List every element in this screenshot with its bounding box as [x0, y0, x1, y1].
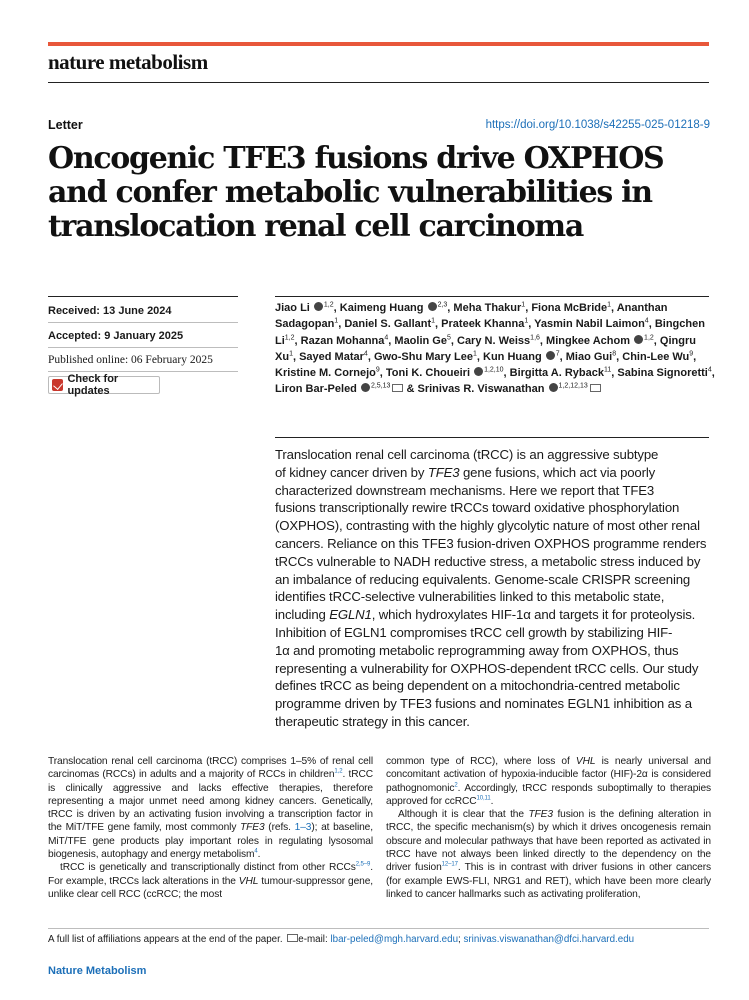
article-type: Letter: [48, 118, 83, 132]
author-name[interactable]: Fiona McBride$^1$: [531, 301, 612, 314]
title-line: translocation renal cell carcinoma: [48, 209, 583, 244]
author-name[interactable]: Maolin Ge$^5$: [394, 333, 451, 347]
body-column-right: [386, 755, 711, 901]
journal-logo: nature metabolism: [48, 50, 208, 74]
abstract: [275, 446, 715, 731]
author-name[interactable]: Liron Bar-Peled $^{2,5,13}$: [275, 383, 403, 395]
abstract-divider-top: [275, 437, 709, 438]
accepted-date: Accepted: 9 January 2025: [48, 330, 184, 342]
author-name[interactable]: Chin-Lee Wu$^9$: [622, 350, 694, 363]
dates-divider-top: [48, 296, 238, 297]
body-paragraph: Although it is clear that the TFE3 fusion is the defining alteration in tRCC, the specific mechanism(s) by which it drives oncogenesis remain obscure and molecular pathways that have been reported as activated in tRCC have not always been linked directly to the dependency on the driver fusion$^{12-17}$. This is in contrast with driver fusions in other cancers (for example EWS-FLI, NRG1 and RET), which have been more clearly linked to cancer hallmarks such as activating proliferation,: [386, 809, 712, 900]
check-for-updates-button[interactable]: [48, 373, 160, 397]
author-name[interactable]: Razan Mohanna$^4$: [300, 333, 389, 347]
author-name[interactable]: Gwo-Shu Mary Lee$^1$: [373, 350, 477, 363]
email-link-bar-peled[interactable]: lbar-peled@mgh.harvard.edu: [330, 934, 459, 945]
divider: [48, 322, 238, 323]
body-paragraph: tRCC is genetically and transcriptionally distinct from other RCCs$^{2,5-9}$. For example, tRCCs lack alterations in the VHL tumour-suppressor gene, unlike clear cell RCC (ccRCC; the most: [48, 861, 373, 900]
author-name[interactable]: Miao Gui$^8$: [565, 350, 617, 363]
author-name[interactable]: Srinivas R. Viswanathan $^{1,2,12,13}$: [418, 383, 601, 395]
author-name[interactable]: Kaimeng Huang $^{2,3}$: [339, 301, 448, 314]
author-name[interactable]: Ananthan Sadagopan$^1$: [275, 302, 668, 331]
email-icon: [287, 934, 298, 942]
author-name[interactable]: Prateek Khanna$^1$: [441, 317, 529, 331]
check-updates-label: Check for updates: [67, 373, 119, 397]
body-paragraph: Translocation renal cell carcinoma (tRCC) comprises 1–5% of renal cell carcinomas (RCCs) in adults and a majority of RCCs in children$^{1,2}$. tRCC is clinically aggressive and lacks effective therapies, therefore representing a major unmet need among kidney cancers. Genetically, tRCC is driven by an activating fusion involving a transcription factor in the MiT/TFE gene family, most commonly TFE3 (refs. 1–3); at baseline, MiT/TFE gene products play important roles in regulating lysosomal biogenesis, autophagy and energy metabolism$^4$.: [48, 756, 373, 861]
footer-journal-name: Nature Metabolism: [48, 965, 147, 977]
author-name[interactable]: Birgitta A. Ryback$^{11}$: [509, 366, 612, 380]
check-updates-icon: [52, 379, 63, 391]
author-name[interactable]: Qingru Xu$^1$: [275, 334, 696, 363]
author-name[interactable]: Toni K. Choueiri $^{1,2,10}$: [385, 366, 504, 380]
authors-divider-top: [275, 296, 709, 297]
email-icon[interactable]: [392, 384, 403, 392]
author-name[interactable]: Bingchen Li$^{1,2}$: [275, 318, 705, 347]
orcid-icon[interactable]: [474, 367, 483, 376]
orcid-icon[interactable]: [428, 302, 437, 311]
author-name[interactable]: Cary N. Weiss$^{1,6}$: [457, 333, 540, 347]
title-line: Oncogenic TFE3 fusions drive OXPHOS: [48, 141, 664, 176]
body-paragraph: common type of RCC), where loss of VHL is nearly universal and concomitant activation of hypoxia-inducible factor (HIF)-2α is considered pathognomonic$^2$. Accordingly, tRCC responds suboptimally to therapies approved for ccRCC$^{10,11}$.: [386, 756, 711, 807]
journal-accent-bar: [48, 42, 709, 46]
body-column-left: [48, 755, 373, 901]
author-name[interactable]: Daniel S. Gallant$^1$: [344, 317, 436, 331]
article-title: [48, 142, 708, 244]
author-name[interactable]: Sayed Matar$^4$: [299, 350, 368, 363]
received-date: Received: 13 June 2024: [48, 305, 172, 317]
orcid-icon[interactable]: [314, 302, 323, 311]
author-list: Jiao Li $^{1,2}$, Kaimeng Huang $^{2,3}$, Meha Thakur$^1$, Fiona McBride$^1$, Ananthan Sadagopan$^1$, Daniel S. Gallant$^1$, Prateek Khanna$^1$, Yasmin Nabil Laimon$^4$, Bingchen Li$^{1,2}$, Razan Mohanna$^4$, Maolin Ge$^5$, Cary N. Weiss$^{1,6}$, Mingkee Achom $^{1,2}$, Qingru Xu$^1$, Sayed Matar$^4$, Gwo-Shu Mary Lee$^1$, Kun Huang $^7$, Miao Gui$^8$, Chin-Lee Wu$^9$, Kristine M. Cornejo$^9$, Toni K. Choueiri $^{1,2,10}$, Birgitta A. Ryback$^{11}$, Sabina Signoretti$^4$, Liron Bar-Peled $^{2,5,13}$ & Srinivas R. Viswanathan $^{1,2,12,13}$: [275, 301, 715, 396]
email-link-viswanathan[interactable]: srinivas.viswanathan@dfci.harvard.edu: [463, 934, 635, 945]
published-date: Published online: 06 February 2025: [48, 354, 213, 366]
footnote-divider: [48, 928, 709, 929]
doi-link[interactable]: https://doi.org/10.1038/s42255-025-01218-9: [485, 119, 710, 131]
author-name[interactable]: Sabina Signoretti$^4$: [617, 366, 712, 380]
author-name[interactable]: Yasmin Nabil Laimon$^4$: [534, 317, 649, 331]
abstract-text: Translocation renal cell carcinoma (tRCC) is an aggressive subtype of kidney cancer driven by TFE3 gene fusions, which act via poorly characterized downstream mechanisms. Here we report that TFE3 fusions transcriptionally rewire tRCCs toward oxidative phosphorylation (OXPHOS), contrasting with the highly glycolytic nature of most other renal cancers. Reliance on this TFE3 fusion-driven OXPHOS programme renders tRCCs vulnerable to NADH reductive stress, a metabolic stress induced by an imbalance of reducing equivalents. Genome-scale CRISPR screening identifies tRCC-selective vulnerabilities linked to this metabolic state, including EGLN1, which hydroxylates HIF-1α and targets it for proteolysis. Inhibition of EGLN1 compromises tRCC cell growth by stabilizing HIF- 1α and promoting metabolic reprogramming away from OXPHOS, thus representing a vulnerability for OXPHOS-dependent tRCC cells. Our study defines tRCC as being dependent on a mitochondria-centred metabolic programme driven by TFE3 fusions and nominates EGLN1 inhibition as a therapeutic strategy in this cancer.: [275, 447, 707, 729]
orcid-icon[interactable]: [549, 383, 558, 392]
author-name[interactable]: Kristine M. Cornejo$^9$: [275, 366, 380, 380]
author-name[interactable]: Kun Huang $^7$: [483, 350, 560, 363]
email-icon[interactable]: [590, 384, 601, 392]
author-name[interactable]: Meha Thakur$^1$: [453, 301, 526, 314]
author-name[interactable]: Jiao Li $^{1,2}$: [275, 301, 334, 314]
divider: [48, 371, 238, 372]
orcid-icon[interactable]: [634, 335, 643, 344]
title-line: and confer metabolic vulnerabilities in: [48, 175, 652, 210]
orcid-icon[interactable]: [546, 351, 555, 360]
author-name[interactable]: Mingkee Achom $^{1,2}$: [546, 333, 654, 347]
affiliation-footnote: A full list of affiliations appears at the end of the paper. e-mail: lbar-peled@mgh.harvard.edu; srinivas.viswanathan@dfci.harvard.edu: [48, 934, 635, 945]
header-divider: [48, 82, 709, 83]
orcid-icon[interactable]: [361, 383, 370, 392]
divider: [48, 347, 238, 348]
